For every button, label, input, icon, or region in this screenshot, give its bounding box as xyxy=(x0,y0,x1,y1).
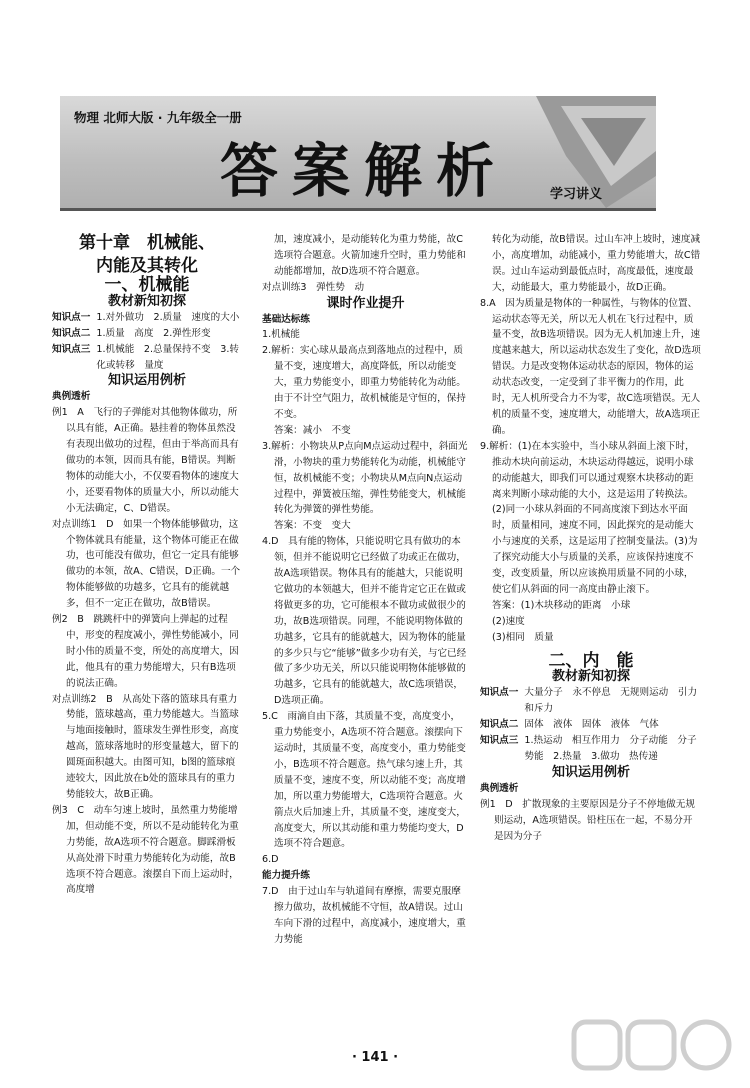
training-1: 对点训练1 D 如果一个物体能够做功，这个物体就具有能量，这个物体可能正在做功，也可能没有做功，但它一定具有能够做功的本领，故A、C错误，D正确。一个物体能够做的功越多，它具有的能就越多，但不一定正在做功，故B错误。 xyxy=(52,518,241,610)
chapter-title-line1: 第十章 机械能、 xyxy=(79,233,215,253)
answer-9: 9.解析：(1)在本实验中，当小球从斜面上滚下时，推动木块向前运动，木块运动得越远，说明小球的动能越大，即我们可以通过观察木块移动的距离来判断小球动能的大小，这是运用了转换法。(2)同一小球从斜面的不同高度滚下到达水平面时，质量相同，速度不同，因此探究的是动能大小与速度的关系，这是运用了控制变量法。(3)为了探究动能大小与质量的关系，应该保持速度不变，改变质量，所以应该换用质量不同的小球，使它们从斜面的同一高度由静止滚下。 xyxy=(480,440,698,595)
answer-3: 3.解析：小物块从P点向M点运动过程中，斜面光滑，小物块的重力势能转化为动能，机械能守恒，故机械能不变；小物块从M点向N点运动过程中，弹簧被压缩，弹性势能变大，机械能转化为弹簧的弹性势能。 xyxy=(262,440,468,516)
answer-7: 7.D 由于过山车与轨道间有摩擦，需要克服摩擦力做功，故机械能不守恒，故A错误。过山车向下滑的过程中，高度减小，速度增大，重力势能 xyxy=(262,886,466,945)
heading-new-knowledge-2: 教材新知初探 xyxy=(551,669,630,685)
edition-label: 物理 北师大版 · 九年级全一册 xyxy=(74,110,242,125)
answer-2-result: 答案：减小 不变 xyxy=(274,424,351,436)
knowledge-label: 知识点二 xyxy=(480,719,519,731)
answer-9-result-3: (3)相同 质量 xyxy=(492,631,554,643)
training-3: 对点训练3 弹性势 动 xyxy=(262,281,365,293)
knowledge-point-1 xyxy=(480,685,702,717)
answer-3-result: 答案：不变 变大 xyxy=(274,520,351,532)
answer-4: 4.D 具有能的物体，只能说明它具有做功的本领，但并不能说明它已经做了功或正在做功，故A选项错误。物体具有的能越大，只能说明它做功的本领越大，但并不能肯定它正在做或将做更多的功，它可能根本不做功或做很少的功，故B选项错误。同理，不能说明物体做的功越多，它具有的能就越大，因为物体的能量的多少只与它“能够”做多少功有关，与它已经做了多少功无关，所以只能说明物体能够做的功越多，它具有的能就越大，故C选项错误，D选项正确。 xyxy=(262,536,467,707)
knowledge-point-3 xyxy=(52,342,242,374)
answer-6: 6.D xyxy=(262,854,279,866)
typical-label: 典例透析 xyxy=(52,391,91,403)
heading-knowledge-use: 知识运用例析 xyxy=(107,373,186,389)
page-title: 答案解析 xyxy=(220,137,509,205)
answer-9-result-2: (2)速度 xyxy=(492,615,525,627)
header-banner xyxy=(60,96,656,211)
knowledge-label: 知识点二 xyxy=(52,327,91,339)
knowledge-point-2 xyxy=(480,717,702,733)
heading-homework: 课时作业提升 xyxy=(326,295,405,311)
column-1 xyxy=(52,232,242,898)
typical-label: 典例透析 xyxy=(480,782,519,794)
knowledge-text: 1.对外做功 2.质量 速度的大小 xyxy=(96,311,240,323)
page-number: · 141 · xyxy=(351,1050,399,1065)
training-2: 对点训练2 B 从高处下落的篮球具有重力势能，篮球越高，重力势能越大。当篮球与地面接触时，篮球发生弹性形变，高度越高，篮球落地时的形变量越大，留下的圆斑面积越大。由图可知，b图的篮球痕迹较大，因此放在b处的篮球具有的重力势能较大，故B正确。 xyxy=(52,693,239,800)
knowledge-label: 知识点三 xyxy=(480,735,519,747)
answer-9-result: 答案：(1)木块移动的距离 小球 xyxy=(492,599,631,611)
knowledge-label: 知识点三 xyxy=(52,343,91,355)
knowledge-text: 大量分子 永不停息 无规则运动 引力和斥力 xyxy=(524,687,698,715)
example-1: 例1 A 飞行的子弹能对其他物体做功，所以具有能，A正确。悬挂着的物体虽然没有表现出做功的过程，但由于举高而具有做功的本领，因而具有能，B错误。判断物体的动能大小，不仅要看物体的速度大小，还要看物体的质量大小，所以动能大小无法确定，C、D错误。 xyxy=(52,407,239,514)
watermark-logo-icon xyxy=(570,1018,740,1078)
answer-1: 1.机械能 xyxy=(262,329,300,341)
chapter-title-line2: 内能及其转化 xyxy=(96,256,198,276)
knowledge-text: 1.机械能 2.总量保持不变 3.转化或转移 量度 xyxy=(96,343,239,371)
knowledge-label: 知识点一 xyxy=(52,311,91,323)
knowledge-point-2 xyxy=(52,326,242,342)
heading-knowledge-use-2: 知识运用例析 xyxy=(551,764,630,780)
section-title-2: 二、内 能 xyxy=(548,650,634,671)
knowledge-label: 知识点一 xyxy=(480,687,519,699)
column-2 xyxy=(262,232,469,948)
knowledge-text: 固体 液体 固体 液体 气体 xyxy=(524,719,659,731)
continued-text: 转化为动能，故B错误。过山车冲上坡时，速度减小，高度增加，动能减小，重力势能增大，故C错误。过山车运动到最低点时，高度最低，速度最大，动能最大，重力势能最小，故D正确。 xyxy=(492,234,701,293)
example-2: 例2 B 跳跳杆中的弹簧向上弹起的过程中，形变的程度减小，弹性势能减小，同时小伟的质量不变，所处的高度增大，因此，他具有的重力势能增大，只有B选项的说法正确。 xyxy=(52,614,239,689)
knowledge-point-3 xyxy=(480,733,702,765)
example-1: 例1 D 扩散现象的主要原因是分子不停地做无规则运动，A选项错误。铅柱压在一起，不易分开是因为分子 xyxy=(480,798,695,842)
column-3 xyxy=(480,232,702,844)
answer-2: 2.解析：实心球从最高点到落地点的过程中，质量不变，速度增大，高度降低，所以动能变大，重力势能变小，即重力势能转化为动能。由于不计空气阻力，故机械能是守恒的，保持不变。 xyxy=(262,345,466,420)
answer-8: 8.A 因为质量是物体的一种属性，与物体的位置、运动状态等无关，所以无人机在飞行过程中，质量不变，故B选项错误。因为无人机加速上升，速度越来越大，所以运动状态发生了变化，故D选项错误。力是改变物体运动状态的原因，物体的运动状态改变，一定受到了非平衡力的作用，此时，无人机所受合力不为零，故C选项错误。无人机的质量不变，速度增大，动能增大，故A选项正确。 xyxy=(480,297,701,436)
section-title: 一、机械能 xyxy=(104,275,190,295)
basic-label: 基础达标练 xyxy=(262,313,310,325)
answer-5: 5.C 雨滴自由下落，其质量不变，高度变小，重力势能变小，A选项不符合题意。滚摆向下运动时，其质量不变，高度变小，重力势能变小，B选项不符合题意。热气球匀速上升，其质量不变，速度不变，所以动能不变；高度增加，所以重力势能增大，C选项符合题意。火箭点火后加速上升，其质量不变，速度变大，高度变大，所以其动能和重力势能均变大，D选项不符合题意。 xyxy=(262,711,466,850)
subtitle-label: 学习讲义 xyxy=(549,187,602,202)
knowledge-point-1 xyxy=(52,310,242,326)
heading-new-knowledge: 教材新知初探 xyxy=(107,293,186,309)
example-3: 例3 C 动车匀速上坡时，虽然重力势能增加，但动能不变，所以不是动能转化为重力势能，故A选项不符合题意。脚踩滑板从高处滑下时重力势能转化为动能，故B选项不符合题意。滚摆自下而上运动时，高度增 xyxy=(52,804,239,896)
knowledge-text: 1.质量 高度 2.弹性形变 xyxy=(96,327,211,339)
knowledge-text: 1.热运动 相互作用力 分子动能 分子势能 2.热量 3.做功 热传递 xyxy=(524,735,697,762)
continued-text: 加，速度减小，是动能转化为重力势能，故C选项符合题意。火箭加速升空时，重力势能和动能都增加，故D选项不符合题意。 xyxy=(274,234,466,277)
advanced-label: 能力提升练 xyxy=(262,870,310,882)
